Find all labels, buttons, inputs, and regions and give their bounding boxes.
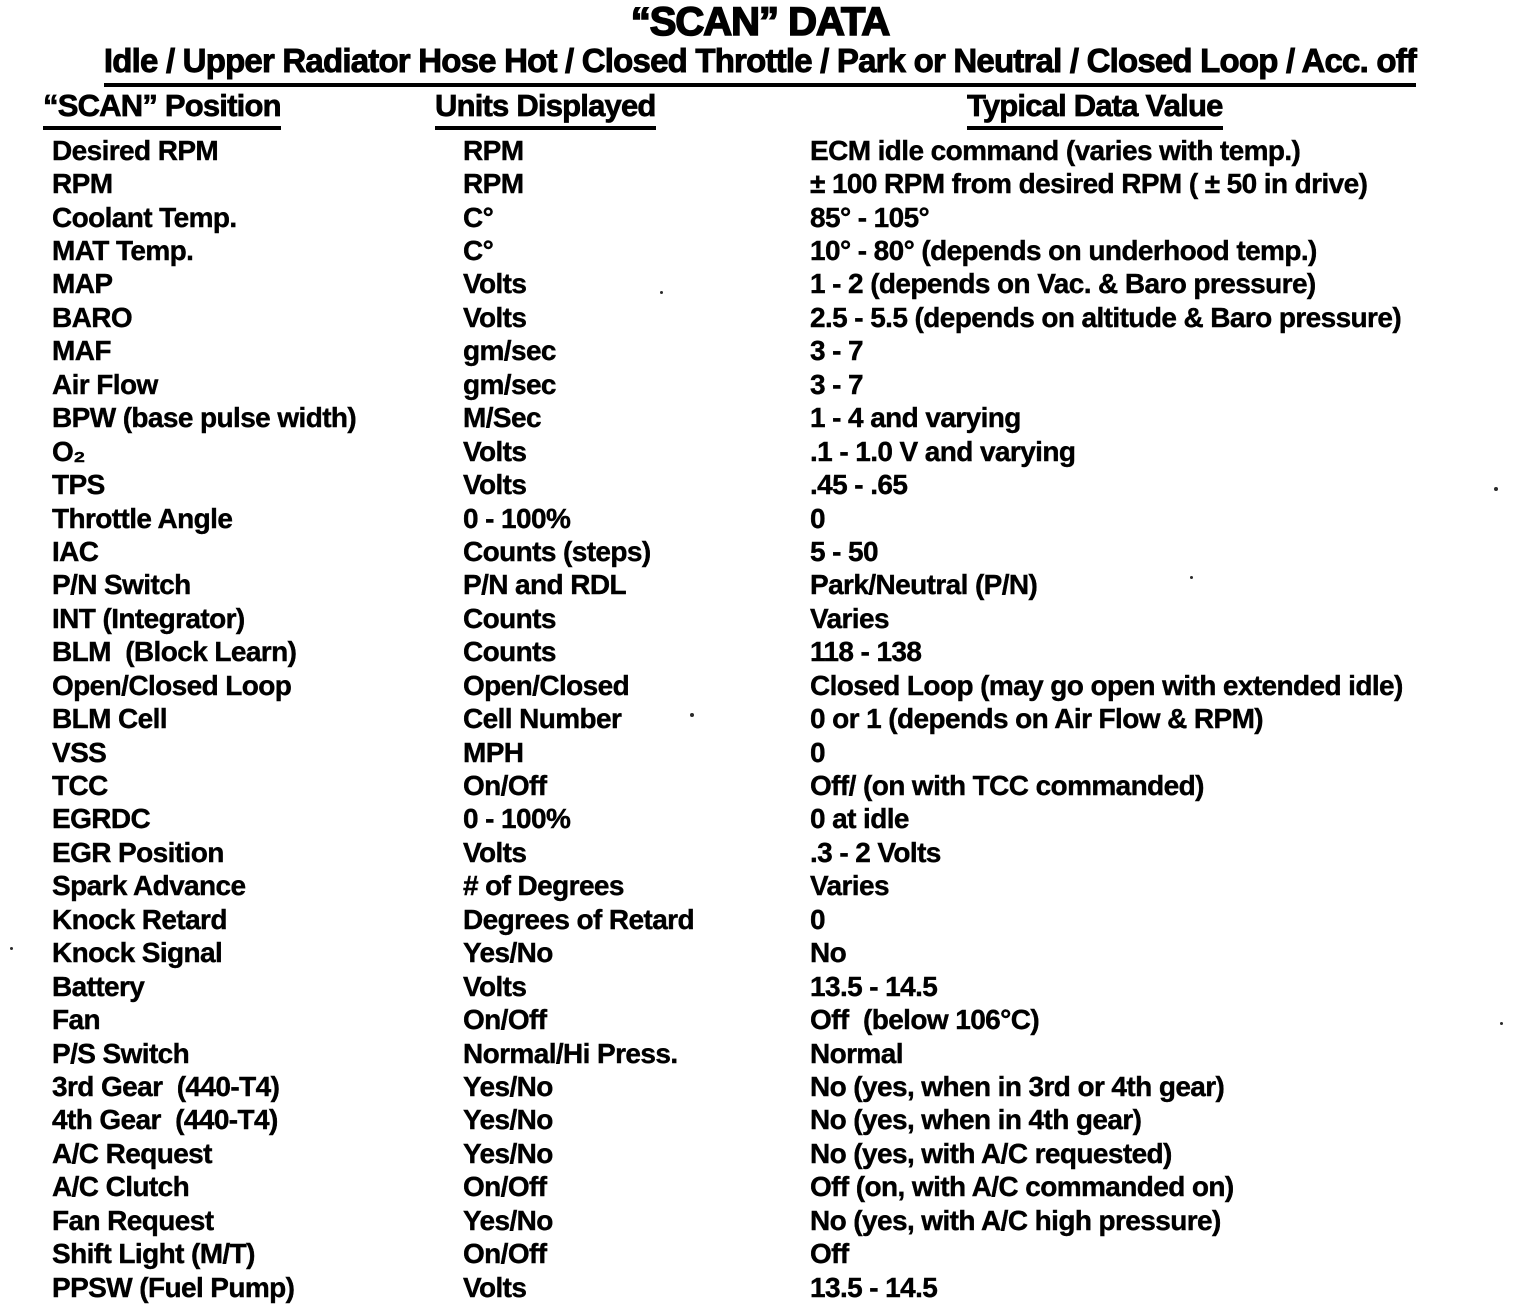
scan-position-cell: Spark Advance — [52, 870, 246, 902]
scan-position-cell: Fan — [52, 1004, 100, 1036]
scan-position-cell: IAC — [52, 535, 99, 567]
units-displayed-cell: Volts — [463, 268, 527, 300]
table-row — [0, 769, 1520, 802]
scan-position-cell: Battery — [52, 970, 145, 1002]
scan-position-cell: RPM — [52, 168, 113, 200]
units-displayed-cell: C° — [463, 235, 494, 267]
units-displayed-cell: Volts — [463, 435, 527, 467]
table-row — [0, 669, 1520, 702]
column-header-scan-position: “SCAN” Position — [43, 88, 281, 130]
units-displayed-cell: On/Off — [463, 770, 547, 802]
table-row — [0, 970, 1520, 1003]
scan-position-cell: Air Flow — [52, 368, 158, 400]
units-displayed-cell: gm/sec — [463, 335, 556, 367]
table-row — [0, 602, 1520, 635]
scan-speck — [690, 713, 694, 717]
units-displayed-cell: M/Sec — [463, 402, 541, 434]
typical-data-value-cell: 1 - 4 and varying — [810, 402, 1021, 434]
typical-data-value-cell: 0 — [810, 903, 825, 935]
scan-position-cell: BLM (Block Learn) — [52, 636, 297, 668]
table-row — [0, 702, 1520, 735]
scan-position-cell: Open/Closed Loop — [52, 669, 292, 701]
typical-data-value-cell: 0 at idle — [810, 803, 909, 835]
scan-position-cell: EGRDC — [52, 803, 151, 835]
typical-data-value-cell: 1 - 2 (depends on Vac. & Baro pressure) — [810, 268, 1316, 300]
scan-position-cell: A/C Clutch — [52, 1171, 190, 1203]
scan-position-cell: TCC — [52, 770, 108, 802]
units-displayed-cell: Volts — [463, 469, 527, 501]
units-displayed-cell: # of Degrees — [463, 870, 624, 902]
scan-position-cell: PPSW (Fuel Pump) — [52, 1271, 295, 1303]
typical-data-value-cell: Off/ (on with TCC commanded) — [810, 770, 1204, 802]
typical-data-value-cell: 10° - 80° (depends on underhood temp.) — [810, 235, 1317, 267]
scan-speck — [10, 947, 13, 950]
table-row — [0, 1037, 1520, 1070]
table-row — [0, 402, 1520, 435]
table-row — [0, 1104, 1520, 1137]
typical-data-value-cell: .45 - .65 — [810, 469, 908, 501]
typical-data-value-cell: 0 — [810, 502, 825, 534]
typical-data-value-cell: 2.5 - 5.5 (depends on altitude & Baro pressure) — [810, 301, 1402, 333]
table-row — [0, 836, 1520, 869]
typical-data-value-cell: .1 - 1.0 V and varying — [810, 435, 1076, 467]
table-row — [0, 569, 1520, 602]
scan-position-cell: BLM Cell — [52, 703, 167, 735]
typical-data-value-cell: Off (on, with A/C commanded on) — [810, 1171, 1234, 1203]
scan-position-cell: Fan Request — [52, 1204, 214, 1236]
scan-speck — [660, 291, 663, 294]
units-displayed-cell: Normal/Hi Press. — [463, 1037, 678, 1069]
table-row — [0, 268, 1520, 301]
scan-position-cell: MAP — [52, 268, 113, 300]
scan-position-cell: TPS — [52, 469, 105, 501]
table-row — [0, 870, 1520, 903]
units-displayed-cell: 0 - 100% — [463, 502, 571, 534]
scan-position-cell: Knock Retard — [52, 903, 227, 935]
typical-data-value-cell: Varies — [810, 602, 889, 634]
typical-data-value-cell: Off — [810, 1238, 849, 1270]
column-header-typical-data-value: Typical Data Value — [967, 88, 1223, 130]
table-row — [0, 1171, 1520, 1204]
scan-position-cell: P/N Switch — [52, 569, 191, 601]
units-displayed-cell: Yes/No — [463, 1204, 553, 1236]
scan-position-cell: Coolant Temp. — [52, 201, 237, 233]
table-row — [0, 1070, 1520, 1103]
scan-position-cell: EGR Position — [52, 836, 224, 868]
table-row — [0, 736, 1520, 769]
table-row — [0, 1204, 1520, 1237]
units-displayed-cell: Volts — [463, 836, 527, 868]
units-displayed-cell: Volts — [463, 1271, 527, 1303]
table-row — [0, 636, 1520, 669]
typical-data-value-cell: .3 - 2 Volts — [810, 836, 941, 868]
typical-data-value-cell: Park/Neutral (P/N) — [810, 569, 1038, 601]
table-row — [0, 903, 1520, 936]
table-row — [0, 535, 1520, 568]
scan-position-cell: A/C Request — [52, 1137, 212, 1169]
units-displayed-cell: Yes/No — [463, 1070, 553, 1102]
typical-data-value-cell: No (yes, when in 4th gear) — [810, 1104, 1142, 1136]
scan-position-cell: Knock Signal — [52, 937, 223, 969]
typical-data-value-cell: ECM idle command (varies with temp.) — [810, 134, 1301, 166]
table-row — [0, 937, 1520, 970]
table-row — [0, 1137, 1520, 1170]
table-row — [0, 1003, 1520, 1036]
table-row — [0, 502, 1520, 535]
units-displayed-cell: P/N and RDL — [463, 569, 626, 601]
units-displayed-cell: Volts — [463, 301, 527, 333]
table-row — [0, 167, 1520, 200]
scan-speck — [1500, 1022, 1503, 1025]
typical-data-value-cell: Off (below 106°C) — [810, 1004, 1040, 1036]
units-displayed-cell: On/Off — [463, 1171, 547, 1203]
subtitle-row — [0, 42, 1520, 87]
scan-speck — [1190, 576, 1193, 579]
typical-data-value-cell: 3 - 7 — [810, 335, 864, 367]
typical-data-value-cell: No (yes, with A/C requested) — [810, 1137, 1172, 1169]
typical-data-value-cell: 13.5 - 14.5 — [810, 1271, 938, 1303]
test-conditions-subtitle: Idle / Upper Radiator Hose Hot / Closed Throttle / Park or Neutral / Closed Loop / Acc. off — [104, 42, 1416, 87]
table-row — [0, 468, 1520, 501]
typical-data-value-cell: Closed Loop (may go open with extended idle) — [810, 669, 1403, 701]
scan-position-cell: Shift Light (M/T) — [52, 1238, 255, 1270]
scan-position-cell: VSS — [52, 736, 107, 768]
table-row — [0, 201, 1520, 234]
units-displayed-cell: RPM — [463, 134, 524, 166]
scan-position-cell: 4th Gear (440-T4) — [52, 1104, 278, 1136]
table-header-row — [0, 88, 1520, 128]
units-displayed-cell: Yes/No — [463, 1137, 553, 1169]
scan-position-cell: Desired RPM — [52, 134, 219, 166]
scan-position-cell: BARO — [52, 301, 133, 333]
units-displayed-cell: Cell Number — [463, 703, 622, 735]
units-displayed-cell: Degrees of Retard — [463, 903, 694, 935]
table-row — [0, 234, 1520, 267]
typical-data-value-cell: ± 100 RPM from desired RPM ( ± 50 in drive) — [810, 168, 1368, 200]
typical-data-value-cell: No (yes, with A/C high pressure) — [810, 1204, 1221, 1236]
typical-data-value-cell: 85° - 105° — [810, 201, 930, 233]
scan-position-cell: MAF — [52, 335, 111, 367]
table-row — [0, 134, 1520, 167]
typical-data-value-cell: 0 — [810, 736, 825, 768]
units-displayed-cell: C° — [463, 201, 494, 233]
units-displayed-cell: 0 - 100% — [463, 803, 571, 835]
units-displayed-cell: Counts (steps) — [463, 535, 651, 567]
typical-data-value-cell: No (yes, when in 3rd or 4th gear) — [810, 1070, 1225, 1102]
typical-data-value-cell: 3 - 7 — [810, 368, 864, 400]
scan-position-cell: O₂ — [52, 435, 86, 467]
scan-position-cell: 3rd Gear (440-T4) — [52, 1070, 280, 1102]
units-displayed-cell: Counts — [463, 636, 556, 668]
table-row — [0, 1237, 1520, 1270]
units-displayed-cell: On/Off — [463, 1238, 547, 1270]
units-displayed-cell: Open/Closed — [463, 669, 630, 701]
units-displayed-cell: RPM — [463, 168, 524, 200]
typical-data-value-cell: 5 - 50 — [810, 535, 878, 567]
table-row — [0, 335, 1520, 368]
scan-position-cell: MAT Temp. — [52, 235, 194, 267]
units-displayed-cell: Yes/No — [463, 937, 553, 969]
table-row — [0, 435, 1520, 468]
table-row — [0, 301, 1520, 334]
typical-data-value-cell: 13.5 - 14.5 — [810, 970, 938, 1002]
scan-position-cell: P/S Switch — [52, 1037, 190, 1069]
units-displayed-cell: gm/sec — [463, 368, 556, 400]
units-displayed-cell: Volts — [463, 970, 527, 1002]
scan-position-cell: INT (Integrator) — [52, 602, 245, 634]
typical-data-value-cell: Varies — [810, 870, 889, 902]
typical-data-value-cell: 118 - 138 — [810, 636, 922, 668]
scan-position-cell: Throttle Angle — [52, 502, 233, 534]
page-title: “SCAN” DATA — [630, 0, 890, 44]
typical-data-value-cell: 0 or 1 (depends on Air Flow & RPM) — [810, 703, 1264, 735]
table-body — [0, 134, 1520, 1304]
typical-data-value-cell: Normal — [810, 1037, 903, 1069]
scan-position-cell: BPW (base pulse width) — [52, 402, 357, 434]
units-displayed-cell: On/Off — [463, 1004, 547, 1036]
units-displayed-cell: MPH — [463, 736, 524, 768]
table-row — [0, 1271, 1520, 1304]
units-displayed-cell: Counts — [463, 602, 556, 634]
column-header-units-displayed: Units Displayed — [435, 88, 656, 130]
table-row — [0, 803, 1520, 836]
units-displayed-cell: Yes/No — [463, 1104, 553, 1136]
table-row — [0, 368, 1520, 401]
typical-data-value-cell: No — [810, 937, 847, 969]
scan-speck — [1494, 487, 1498, 491]
